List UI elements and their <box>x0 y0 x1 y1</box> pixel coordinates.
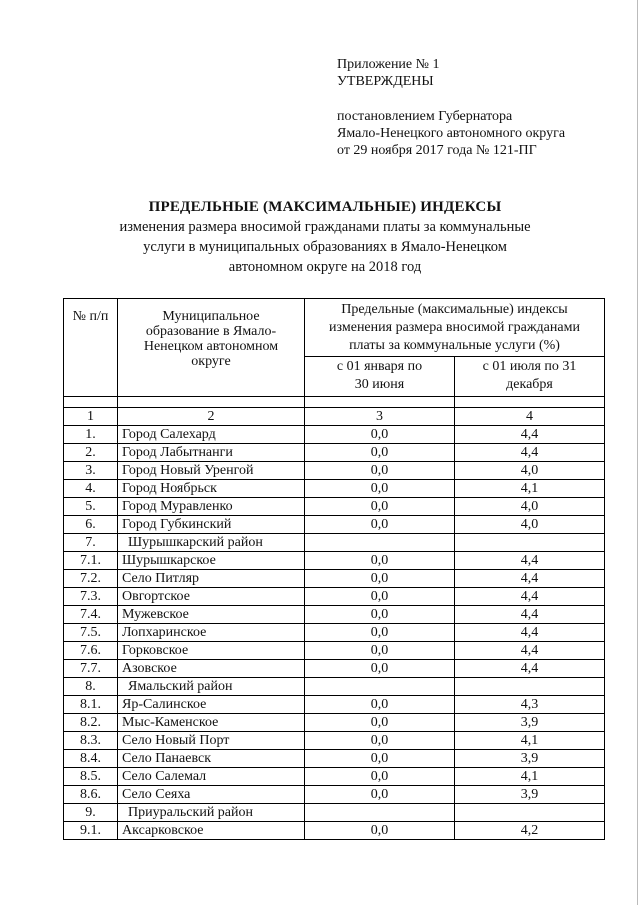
row-value-period-2: 4,1 <box>455 732 605 750</box>
row-municipality: Город Губкинский <box>118 516 305 534</box>
row-value-period-1: 0,0 <box>305 642 455 660</box>
row-municipality: Овгортское <box>118 588 305 606</box>
table-row <box>64 714 605 732</box>
row-number: 2. <box>64 444 118 462</box>
row-value-period-2: 4,4 <box>455 606 605 624</box>
row-value-period-2: 4,0 <box>455 516 605 534</box>
row-value-period-2: 4,3 <box>455 696 605 714</box>
row-municipality: Мужевское <box>118 606 305 624</box>
row-municipality: Приуральский район <box>118 804 305 822</box>
column-number: 4 <box>455 408 605 426</box>
table-row <box>64 768 605 786</box>
row-number: 8.2. <box>64 714 118 732</box>
table-row <box>64 606 605 624</box>
table-row <box>64 786 605 804</box>
row-value-period-2 <box>455 804 605 822</box>
row-municipality: Село Панаевск <box>118 750 305 768</box>
header-num: № п/п <box>64 299 118 397</box>
table-row <box>64 426 605 444</box>
row-value-period-2: 4,4 <box>455 426 605 444</box>
document-title: ПРЕДЕЛЬНЫЕ (МАКСИМАЛЬНЫЕ) ИНДЕКСЫ <box>148 199 502 215</box>
row-value-period-1 <box>305 534 455 552</box>
table-row <box>64 498 605 516</box>
row-value-period-2: 4,4 <box>455 588 605 606</box>
row-value-period-1: 0,0 <box>305 552 455 570</box>
table-row <box>64 570 605 588</box>
row-value-period-1: 0,0 <box>305 480 455 498</box>
row-value-period-1: 0,0 <box>305 498 455 516</box>
row-value-period-2: 4,0 <box>455 498 605 516</box>
row-number: 4. <box>64 480 118 498</box>
row-number: 1. <box>64 426 118 444</box>
row-value-period-2: 4,4 <box>455 624 605 642</box>
row-number: 7.2. <box>64 570 118 588</box>
approval-block <box>337 56 565 159</box>
table-group-row <box>64 804 605 822</box>
row-value-period-2: 4,4 <box>455 660 605 678</box>
row-number: 8. <box>64 678 118 696</box>
row-value-period-2 <box>455 534 605 552</box>
row-municipality: Город Ноябрьск <box>118 480 305 498</box>
row-municipality: Лопхаринское <box>118 624 305 642</box>
row-value-period-1 <box>305 804 455 822</box>
row-municipality: Мыс-Каменское <box>118 714 305 732</box>
table-row <box>64 750 605 768</box>
row-value-period-1: 0,0 <box>305 732 455 750</box>
row-number: 7.6. <box>64 642 118 660</box>
approval-line-3: от 29 ноября 2017 года № 121-ПГ <box>337 143 537 158</box>
row-number: 7. <box>64 534 118 552</box>
row-value-period-2 <box>455 678 605 696</box>
row-value-period-1: 0,0 <box>305 786 455 804</box>
row-number: 8.4. <box>64 750 118 768</box>
table-row <box>64 660 605 678</box>
row-number: 8.5. <box>64 768 118 786</box>
row-value-period-1 <box>305 678 455 696</box>
row-value-period-1: 0,0 <box>305 426 455 444</box>
header-index: Предельные (максимальные) индексы изменения размера вносимой гражданами платы за коммунальные услуги (%) <box>305 299 605 357</box>
row-number: 8.1. <box>64 696 118 714</box>
row-municipality: Село Питляр <box>118 570 305 588</box>
row-value-period-1: 0,0 <box>305 588 455 606</box>
row-value-period-1: 0,0 <box>305 624 455 642</box>
row-municipality: Село Сеяха <box>118 786 305 804</box>
table-row <box>64 444 605 462</box>
row-value-period-2: 3,9 <box>455 750 605 768</box>
row-value-period-1: 0,0 <box>305 714 455 732</box>
subtitle-line-3: автономном округе на 2018 год <box>228 259 422 275</box>
row-value-period-1: 0,0 <box>305 822 455 840</box>
approval-line-2: Ямало-Ненецкого автономного округа <box>337 126 566 141</box>
table-row <box>64 480 605 498</box>
table-group-row <box>64 534 605 552</box>
row-value-period-2: 4,4 <box>455 642 605 660</box>
row-value-period-1: 0,0 <box>305 696 455 714</box>
row-value-period-1: 0,0 <box>305 444 455 462</box>
row-municipality: Село Салемал <box>118 768 305 786</box>
approved-label: УТВЕРЖДЕНЫ <box>337 74 434 89</box>
row-number: 7.5. <box>64 624 118 642</box>
table-row <box>64 624 605 642</box>
row-municipality: Яр-Салинское <box>118 696 305 714</box>
row-municipality: Город Салехард <box>118 426 305 444</box>
page-edge-line <box>637 0 638 905</box>
row-value-period-1: 0,0 <box>305 462 455 480</box>
column-number: 3 <box>305 408 455 426</box>
row-municipality: Ямальский район <box>118 678 305 696</box>
row-municipality: Азовское <box>118 660 305 678</box>
table-row <box>64 462 605 480</box>
column-number: 2 <box>118 408 305 426</box>
column-number-row <box>64 408 605 426</box>
row-value-period-1: 0,0 <box>305 606 455 624</box>
row-number: 9.1. <box>64 822 118 840</box>
row-value-period-1: 0,0 <box>305 570 455 588</box>
row-municipality: Село Новый Порт <box>118 732 305 750</box>
table-row <box>64 516 605 534</box>
row-value-period-1: 0,0 <box>305 768 455 786</box>
row-municipality: Город Новый Уренгой <box>118 462 305 480</box>
row-value-period-2: 4,2 <box>455 822 605 840</box>
row-value-period-2: 4,1 <box>455 768 605 786</box>
row-municipality: Шурышкарское <box>118 552 305 570</box>
table-group-row <box>64 678 605 696</box>
row-value-period-1: 0,0 <box>305 660 455 678</box>
row-number: 7.4. <box>64 606 118 624</box>
row-value-period-1: 0,0 <box>305 750 455 768</box>
subtitle-line-2: услуги в муниципальных образованиях в Ямало-Ненецком <box>143 239 507 255</box>
table-row <box>64 822 605 840</box>
row-municipality: Шурышкарский район <box>118 534 305 552</box>
row-value-period-2: 3,9 <box>455 714 605 732</box>
document-heading <box>90 198 560 276</box>
column-number: 1 <box>64 408 118 426</box>
row-municipality: Город Лабытнанги <box>118 444 305 462</box>
row-number: 8.3. <box>64 732 118 750</box>
row-number: 8.6. <box>64 786 118 804</box>
table-row <box>64 732 605 750</box>
row-municipality: Горковское <box>118 642 305 660</box>
indices-table <box>63 298 605 840</box>
row-value-period-2: 4,0 <box>455 462 605 480</box>
row-number: 5. <box>64 498 118 516</box>
header-period-2: с 01 июля по 31 декабря <box>455 357 605 397</box>
row-value-period-1: 0,0 <box>305 516 455 534</box>
table-row <box>64 696 605 714</box>
row-number: 9. <box>64 804 118 822</box>
row-municipality: Аксарковское <box>118 822 305 840</box>
approval-line-1: постановлением Губернатора <box>337 109 513 124</box>
row-value-period-2: 4,4 <box>455 552 605 570</box>
row-value-period-2: 4,4 <box>455 570 605 588</box>
row-number: 7.1. <box>64 552 118 570</box>
table-row <box>64 552 605 570</box>
table-row <box>64 588 605 606</box>
row-number: 6. <box>64 516 118 534</box>
row-number: 7.7. <box>64 660 118 678</box>
row-number: 3. <box>64 462 118 480</box>
header-municipality: Муниципальное образование в Ямало-Ненецком автономном округе <box>118 299 305 397</box>
row-value-period-2: 4,1 <box>455 480 605 498</box>
row-number: 7.3. <box>64 588 118 606</box>
row-value-period-2: 4,4 <box>455 444 605 462</box>
row-value-period-2: 3,9 <box>455 786 605 804</box>
row-municipality: Город Муравленко <box>118 498 305 516</box>
table-row <box>64 642 605 660</box>
header-period-1: с 01 января по 30 июня <box>305 357 455 397</box>
appendix-label: Приложение № 1 <box>337 57 440 72</box>
subtitle-line-1: изменения размера вносимой гражданами платы за коммунальные <box>119 219 531 235</box>
